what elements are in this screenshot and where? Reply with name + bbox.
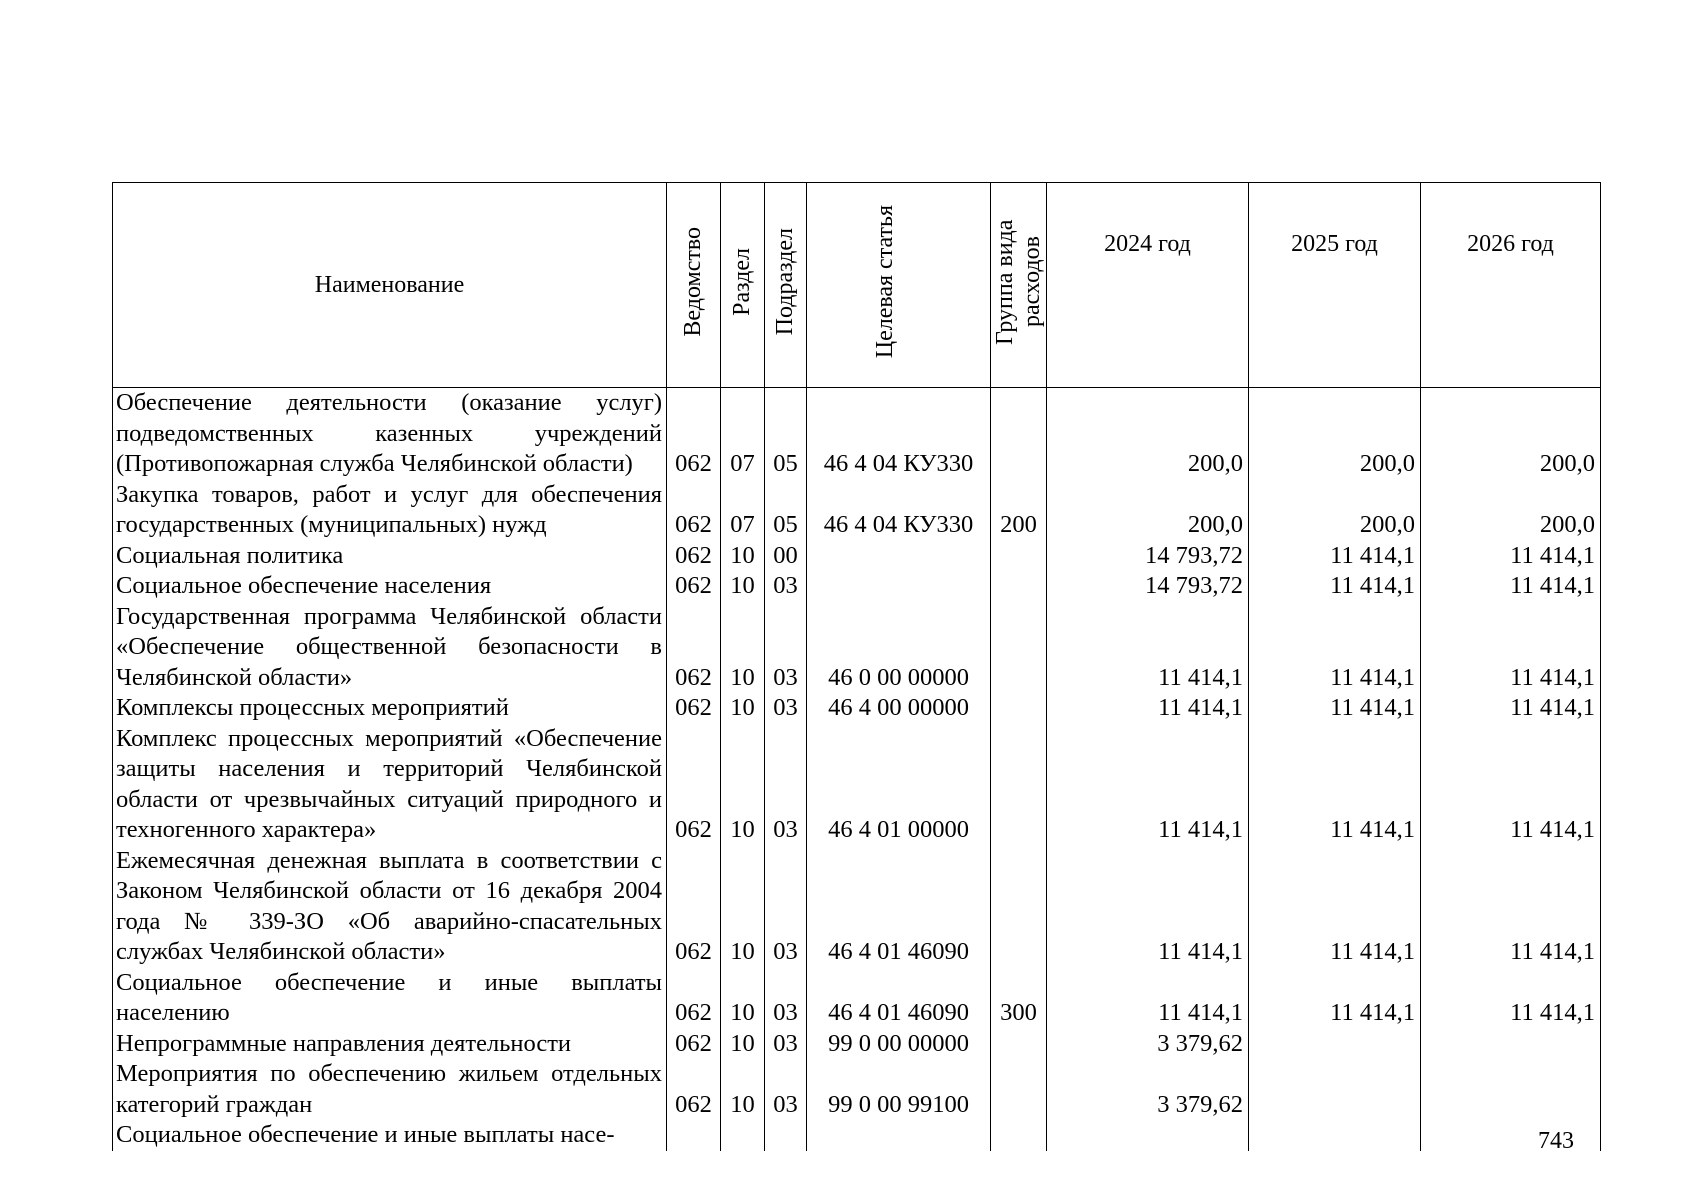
amount-2025-cell: 11 414,1 — [1249, 602, 1421, 694]
amount-2024-cell: 11 414,1 — [1047, 693, 1249, 724]
subsection-code-cell: 03 — [765, 602, 807, 694]
table-row — [113, 846, 1601, 968]
table-header-row — [113, 183, 1601, 388]
row-name-cell: Комплекс процессных мероприятий «Обеспечение защиты населения и территорий Челябинской области от чрезвычайных ситуаций природного и техногенного характера» — [113, 724, 667, 846]
department-code-cell: 062 — [667, 602, 721, 694]
target-article-cell: 99 0 00 00000 — [807, 1029, 991, 1060]
subsection-code-cell: 05 — [765, 480, 807, 541]
section-code-cell: 10 — [721, 541, 765, 572]
table-row — [113, 1120, 1601, 1151]
section-code-cell: 10 — [721, 693, 765, 724]
subsection-code-cell: 03 — [765, 1029, 807, 1060]
department-code-cell: 062 — [667, 1029, 721, 1060]
page-number: 743 — [1538, 1128, 1574, 1154]
section-code-cell: 10 — [721, 1029, 765, 1060]
amount-2025-cell: 11 414,1 — [1249, 571, 1421, 602]
header-year-2025: 2025 год — [1249, 183, 1421, 388]
table-body — [113, 388, 1601, 1151]
table-row — [113, 724, 1601, 846]
expense-group-cell — [991, 602, 1047, 694]
amount-2024-cell: 11 414,1 — [1047, 846, 1249, 968]
amount-2024-cell: 11 414,1 — [1047, 724, 1249, 846]
amount-2026-cell: 11 414,1 — [1421, 968, 1601, 1029]
subsection-code-cell: 03 — [765, 968, 807, 1029]
section-code-cell: 10 — [721, 968, 765, 1029]
amount-2026-cell: 11 414,1 — [1421, 541, 1601, 572]
section-code-cell: 07 — [721, 388, 765, 480]
amount-2025-cell: 11 414,1 — [1249, 968, 1421, 1029]
amount-2025-cell — [1249, 1120, 1421, 1151]
table-row — [113, 602, 1601, 694]
header-section: Раздел — [721, 183, 765, 388]
table-row — [113, 571, 1601, 602]
amount-2024-cell: 3 379,62 — [1047, 1029, 1249, 1060]
department-code-cell: 062 — [667, 724, 721, 846]
amount-2025-cell: 11 414,1 — [1249, 724, 1421, 846]
amount-2026-cell — [1421, 1029, 1601, 1060]
table-row — [113, 693, 1601, 724]
expense-group-cell — [991, 1029, 1047, 1060]
expense-group-cell: 200 — [991, 480, 1047, 541]
table-row — [113, 1029, 1601, 1060]
amount-2026-cell: 11 414,1 — [1421, 693, 1601, 724]
target-article-cell: 46 4 01 00000 — [807, 724, 991, 846]
section-code-cell — [721, 1120, 765, 1151]
section-code-cell: 10 — [721, 724, 765, 846]
table-row — [113, 541, 1601, 572]
amount-2024-cell: 14 793,72 — [1047, 541, 1249, 572]
expense-group-cell — [991, 724, 1047, 846]
department-code-cell: 062 — [667, 480, 721, 541]
department-code-cell: 062 — [667, 968, 721, 1029]
table-row — [113, 1059, 1601, 1120]
amount-2025-cell — [1249, 1029, 1421, 1060]
amount-2026-cell: 11 414,1 — [1421, 846, 1601, 968]
expense-group-cell — [991, 846, 1047, 968]
amount-2024-cell — [1047, 1120, 1249, 1151]
department-code-cell: 062 — [667, 571, 721, 602]
row-name-cell: Социальное обеспечение населения — [113, 571, 667, 602]
section-code-cell: 10 — [721, 1059, 765, 1120]
header-department: Ведомство — [667, 183, 721, 388]
expense-group-cell — [991, 1059, 1047, 1120]
target-article-cell: 99 0 00 99100 — [807, 1059, 991, 1120]
amount-2026-cell: 11 414,1 — [1421, 724, 1601, 846]
expense-group-cell: 300 — [991, 968, 1047, 1029]
subsection-code-cell: 03 — [765, 571, 807, 602]
target-article-cell — [807, 571, 991, 602]
amount-2026-cell: 11 414,1 — [1421, 571, 1601, 602]
header-subsection: Подраздел — [765, 183, 807, 388]
expense-group-cell — [991, 388, 1047, 480]
department-code-cell: 062 — [667, 1059, 721, 1120]
target-article-cell: 46 4 00 00000 — [807, 693, 991, 724]
header-year-2024: 2024 год — [1047, 183, 1249, 388]
target-article-cell: 46 4 01 46090 — [807, 846, 991, 968]
table-row — [113, 480, 1601, 541]
target-article-cell: 46 0 00 00000 — [807, 602, 991, 694]
amount-2025-cell: 11 414,1 — [1249, 846, 1421, 968]
row-name-cell: Мероприятия по обеспечению жильем отдельных категорий граждан — [113, 1059, 667, 1120]
department-code-cell: 062 — [667, 541, 721, 572]
subsection-code-cell: 05 — [765, 388, 807, 480]
target-article-cell — [807, 541, 991, 572]
header-year-2026: 2026 год — [1421, 183, 1601, 388]
amount-2024-cell: 11 414,1 — [1047, 968, 1249, 1029]
row-name-cell: Комплексы процессных мероприятий — [113, 693, 667, 724]
row-name-cell: Непрограммные направления деятельности — [113, 1029, 667, 1060]
expense-group-cell — [991, 1120, 1047, 1151]
amount-2025-cell: 11 414,1 — [1249, 693, 1421, 724]
department-code-cell — [667, 1120, 721, 1151]
section-code-cell: 10 — [721, 602, 765, 694]
amount-2024-cell: 200,0 — [1047, 388, 1249, 480]
target-article-cell: 46 4 04 КУ330 — [807, 388, 991, 480]
department-code-cell: 062 — [667, 693, 721, 724]
expense-group-cell — [991, 571, 1047, 602]
row-name-cell: Обеспечение деятельности (оказание услуг) подведомственных казенных учреждений (Противопожарная служба Челябинской области) — [113, 388, 667, 480]
amount-2025-cell: 200,0 — [1249, 480, 1421, 541]
section-code-cell: 07 — [721, 480, 765, 541]
amount-2025-cell: 11 414,1 — [1249, 541, 1421, 572]
header-expense-group: Группа вида расходов — [991, 183, 1047, 388]
target-article-cell: 46 4 04 КУ330 — [807, 480, 991, 541]
amount-2024-cell: 14 793,72 — [1047, 571, 1249, 602]
amount-2026-cell — [1421, 1059, 1601, 1120]
amount-2024-cell: 200,0 — [1047, 480, 1249, 541]
subsection-code-cell: 03 — [765, 724, 807, 846]
row-name-cell: Социальное обеспечение и иные выплаты населению — [113, 968, 667, 1029]
department-code-cell: 062 — [667, 388, 721, 480]
subsection-code-cell: 03 — [765, 693, 807, 724]
amount-2026-cell: 200,0 — [1421, 388, 1601, 480]
amount-2025-cell: 200,0 — [1249, 388, 1421, 480]
subsection-code-cell: 03 — [765, 1059, 807, 1120]
amount-2026-cell: 11 414,1 — [1421, 602, 1601, 694]
row-name-cell: Социальное обеспечение и иные выплаты насе- — [113, 1120, 667, 1151]
row-name-cell: Ежемесячная денежная выплата в соответствии с Законом Челябинской области от 16 декабря 2004 года № 339-ЗО «Об аварийно-спасательных службах Челябинской области» — [113, 846, 667, 968]
target-article-cell — [807, 1120, 991, 1151]
header-name: Наименование — [113, 183, 667, 388]
row-name-cell: Закупка товаров, работ и услуг для обеспечения государственных (муниципальных) нужд — [113, 480, 667, 541]
expense-group-cell — [991, 541, 1047, 572]
section-code-cell: 10 — [721, 846, 765, 968]
row-name-cell: Государственная программа Челябинской области «Обеспечение общественной безопасности в Челябинской области» — [113, 602, 667, 694]
amount-2026-cell: 200,0 — [1421, 480, 1601, 541]
subsection-code-cell: 03 — [765, 846, 807, 968]
amount-2025-cell — [1249, 1059, 1421, 1120]
budget-table — [112, 182, 1601, 1151]
expense-group-cell — [991, 693, 1047, 724]
table-row — [113, 968, 1601, 1029]
amount-2024-cell: 11 414,1 — [1047, 602, 1249, 694]
target-article-cell: 46 4 01 46090 — [807, 968, 991, 1029]
table-row — [113, 388, 1601, 480]
header-target-article: Целевая статья — [807, 183, 991, 388]
subsection-code-cell — [765, 1120, 807, 1151]
department-code-cell: 062 — [667, 846, 721, 968]
subsection-code-cell: 00 — [765, 541, 807, 572]
row-name-cell: Социальная политика — [113, 541, 667, 572]
amount-2024-cell: 3 379,62 — [1047, 1059, 1249, 1120]
section-code-cell: 10 — [721, 571, 765, 602]
